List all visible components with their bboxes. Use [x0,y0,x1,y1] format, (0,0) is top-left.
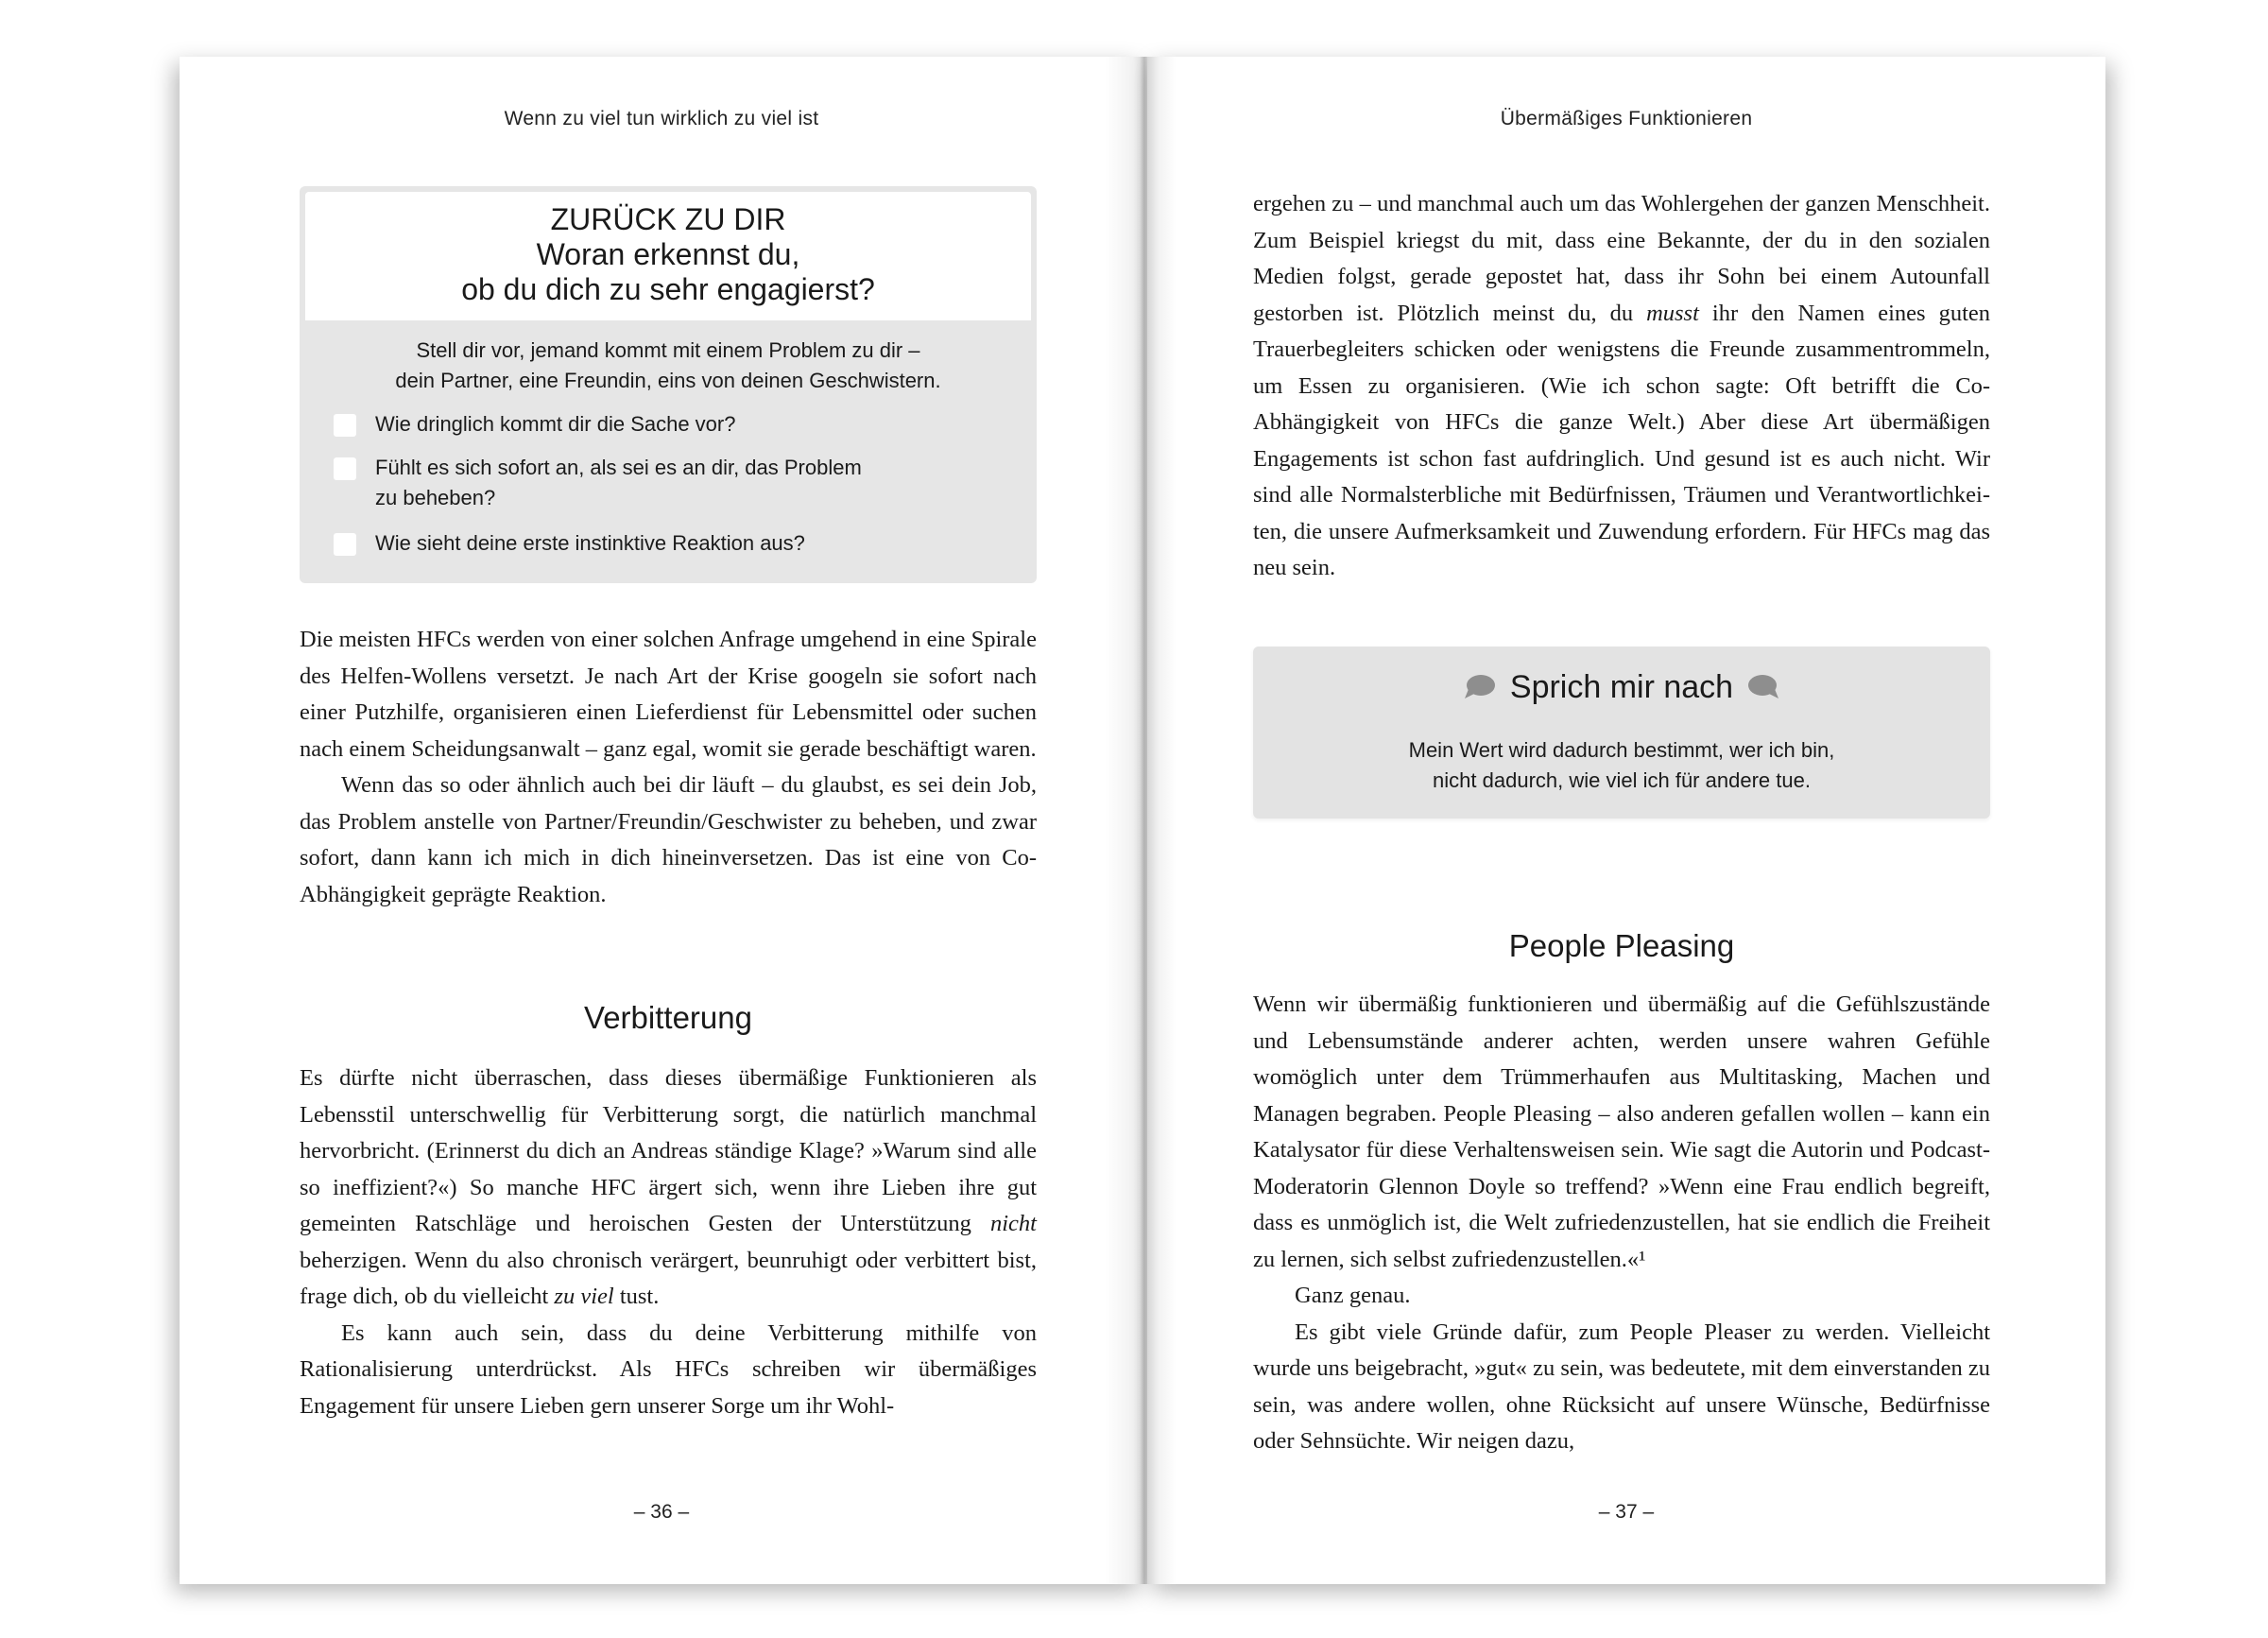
emphasis: zu viel [554,1284,614,1309]
text-run: beherzigen. Wenn du also chronisch verärgert, beunruhigt oder verbittert bist, frage dich, ob du vielleicht [300,1247,1037,1309]
checklist-item-label: zu beheben? [375,486,496,509]
box-intro-line: dein Partner, eine Freundin, eins von deinen Geschwistern. [395,369,941,392]
mantra-line: Mein Wert wird dadurch bestimmt, wer ich bin, [1408,738,1835,762]
section-heading: Verbitterung [584,1000,752,1035]
body-text-block [1253,186,1990,587]
body-text-block [1253,987,1990,1460]
box-title-line: Woran erkennst du, [536,237,800,271]
emphasis: musst [1646,300,1699,326]
reflection-box [300,186,1037,583]
box-title-line: ob du dich zu sehr engagierst? [461,272,875,306]
text-run: ihr den Namen eines guten Trauerbegleiters schicken oder wenigstens die Freunde zusammentrommeln, um Essen zu organisieren. (Wie ich schon sagte: Oft betrifft die Co-Abhängigkeit von HFCs die ganze Welt.) Aber diese Art übermäßigen Engagements ist schon fast aufdringlich. Und gesund ist es auch nicht. Wir sind alle Normalsterbliche mit Bedürfnissen, Träumen und Verantwortlichkeiten, die unsere Aufmerksamkeit und Zuwendung erfordern. Für HFCs mag das neu sein. [1253,300,1991,580]
paragraph: Ganz genau. [1295,1283,1411,1308]
left-page [180,57,1143,1584]
speech-bubble-icon [1463,673,1497,701]
box-intro-line: Stell dir vor, jemand kommt mit einem Problem zu dir – [416,338,920,362]
text-run: Es dürfte nicht überraschen, dass dieses übermäßige Funktionieren als Lebensstil unterschwellig für Verbitterung sorgt, die natürlich manchmal hervorbricht. (Erinnerst du dich an Andreas ständige Klage? »Warum sind alle so ineffizient?«) So manche HFC ärgert sich, wenn ihre Lieben ihre gut gemeinten Ratschläge und heroischen Gesten der Unterstützung [300,1065,1037,1236]
text-run: ergehen zu – und manchmal auch um das Wohlergehen der ganzen Menschheit. Zum Beispiel kriegst du mit, dass eine Bekannte, der du in den sozialen Medien folgst, gerade gepostet hat, dass ihr Sohn bei einem Autounfall gestorben ist. Plötzlich meinst du, du [1253,191,1990,326]
checkbox[interactable] [334,533,356,556]
paragraph [1253,186,1990,587]
paragraph [300,1060,1037,1316]
speech-bubble-icon [1746,673,1780,701]
text-run: tust. [613,1284,660,1309]
section-heading: People Pleasing [1508,928,1735,963]
right-page [1147,57,2105,1584]
checkbox[interactable] [334,414,356,437]
checklist-item-label: Wie dringlich kommt dir die Sache vor? [375,412,736,436]
checkbox[interactable] [334,457,356,480]
paragraph: Die meisten HFCs werden von einer solchen Anfrage umgehend in eine Spirale des Helfen-Wollens versetzt. Je nach Art der Krise googeln sie sofort nach einer Putzhilfe, organisieren einen Lieferdienst für Lebensmittel oder suchen nach einem Scheidungsanwalt – ganz egal, womit sie gerade beschäftigt waren. [300,627,1037,762]
paragraph: Es gibt viele Gründe dafür, zum People Pleaser zu werden. Vielleicht wurde uns beigebracht, »gut« zu sein, was bedeutete, mit dem einverstanden zu sein, was andere wollen, ohne Rücksicht auf unsere Wünsche, Bedürfnisse oder Sehnsüchte. Wir neigen dazu, [1253,1319,1990,1454]
checklist-item-label: Wie sieht deine erste instinktive Reaktion aus? [375,531,805,555]
mantra-text [1253,735,1990,796]
emphasis: nicht [990,1211,1037,1236]
box-kicker: ZURÜCK ZU DIR [550,202,786,236]
body-text-block [300,1060,1037,1424]
mantra-box [1253,647,1990,819]
paragraph: Es kann auch sein, dass du deine Verbitterung mithilfe von Rationalisierung unterdrückst. Als HFCs schreiben wir übermäßiges Engagement für unsere Lieben gern unserer Sorge um ihr Wohl- [300,1319,1037,1419]
mantra-line: nicht dadurch, wie viel ich für andere tue. [1433,768,1811,792]
page-number: – 36 – [633,1501,690,1523]
running-head: Übermäßiges Funktionieren [1500,108,1753,129]
checklist-item-label: Fühlt es sich sofort an, als sei es an dir, das Problem [375,456,862,479]
page-number: – 37 – [1598,1501,1655,1523]
box-intro [300,336,1037,396]
paragraph: Wenn das so oder ähnlich auch bei dir läuft – du glaubst, es sei dein Job, das Problem anstelle von Partner/Freundin/Geschwister zu beheben, und zwar sofort, dann kann ich mich in dich hineinversetzen. Das ist eine von Co-Abhängigkeit geprägte Reaktion. [300,772,1037,907]
running-head: Wenn zu viel tun wirklich zu viel ist [504,108,819,129]
body-text-block [300,622,1037,913]
mantra-title [1253,667,1990,707]
paragraph: Wenn wir übermäßig funktionieren und übermäßig auf die Gefühlszustände und Lebensumstände anderer achten, werden unsere wahren Gefühle womöglich unter dem Trümmerhaufen aus Multitasking, Machen und Managen begraben. People Pleasing – also anderen gefallen wollen – kann ein Katalysator für diese Verhaltensweisen sein. Wie sagt die Autorin und Podcast-Moderatorin Glennon Doyle so treffend? »Wenn eine Frau endlich begreift, dass es unmöglich ist, die Welt zufriedenzustellen, hat sie endlich die Freiheit zu lernen, sich selbst zufriedenzustellen.«¹ [1253,991,1990,1272]
reflection-box-header [305,192,1031,320]
mantra-title-text: Sprich mir nach [1509,669,1734,705]
